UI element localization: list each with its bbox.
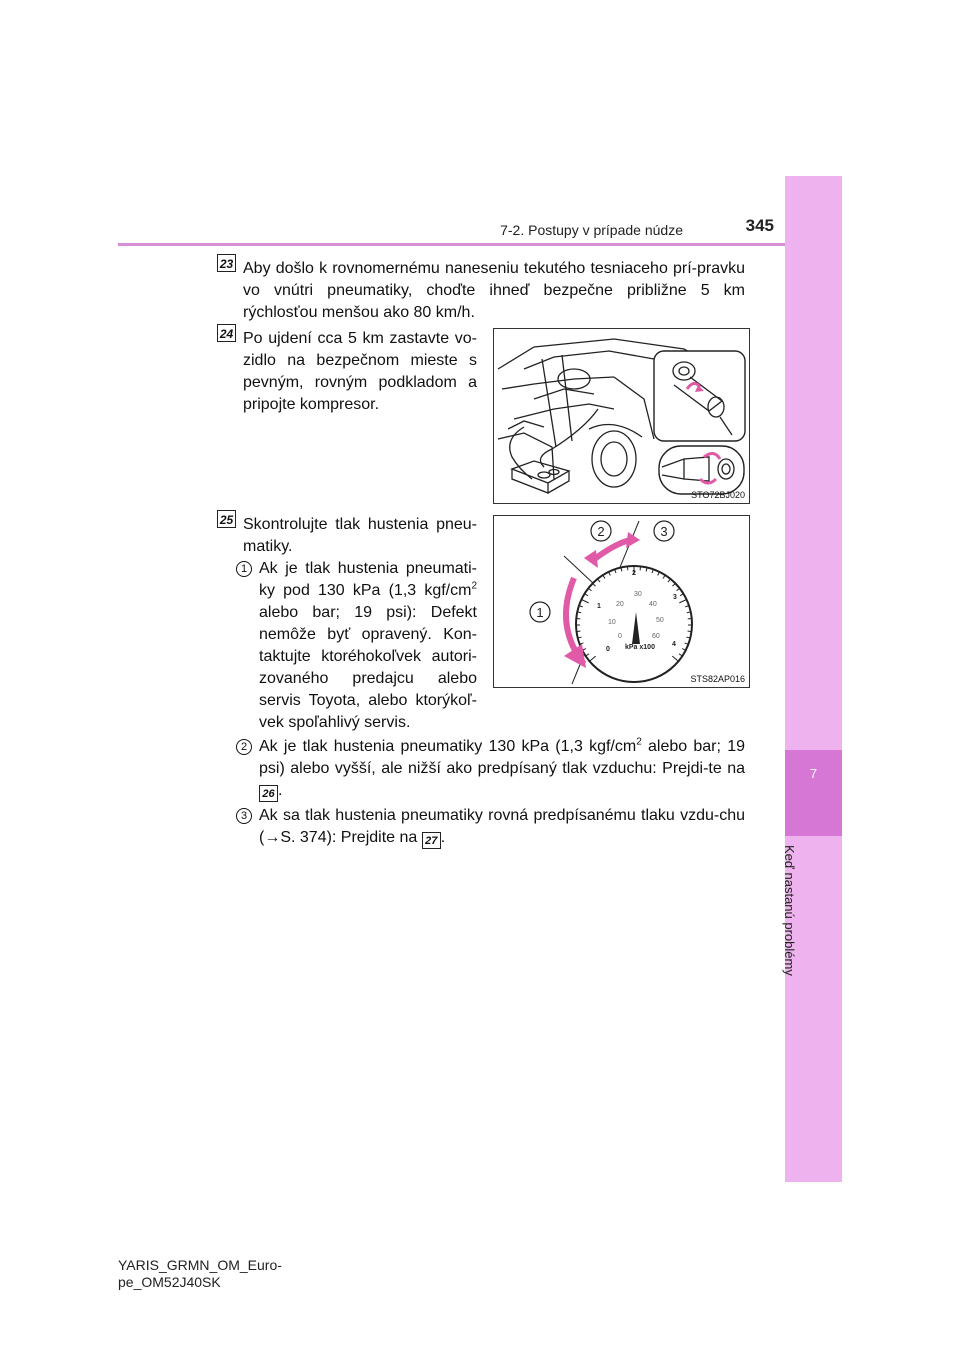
sub-item-marker-1: 1 [236, 561, 252, 577]
gauge-inner-10: 10 [608, 619, 616, 626]
gauge-inner-60: 60 [652, 633, 660, 640]
step-badge-23: 23 [217, 254, 236, 272]
step-ref-27[interactable]: 27 [422, 832, 441, 849]
footer-line-1: YARIS_GRMN_OM_Euro- [118, 1257, 282, 1273]
gauge-tick [688, 631, 692, 632]
gauge-inner-30: 30 [634, 591, 642, 598]
callout-3: 3 [660, 524, 668, 539]
step-badge-24: 24 [217, 324, 236, 342]
gauge-outer-2: 2 [632, 570, 636, 577]
chapter-title: Keď nastanú problémy [782, 845, 797, 976]
step-ref-26[interactable]: 26 [259, 785, 278, 802]
chapter-number: 7 [809, 766, 818, 781]
chapter-tab[interactable] [785, 750, 842, 836]
gauge-outer-0: 0 [606, 646, 610, 653]
gauge-outer-3: 3 [673, 594, 677, 601]
figure-code: STO72BJ020 [691, 490, 745, 500]
section-title: 7-2. Postupy v prípade núdze [500, 222, 683, 238]
compressor-figure [493, 328, 750, 504]
gauge-inner-0: 0 [618, 633, 622, 640]
step-23-text: Aby došlo k rovnomernému naneseniu tekutého tesniaceho prí-pravku vo vnútri pneumatiky, choďte ihneď bezpečne približne 5 km rýchlosťou menšou ako 80 km/h. [243, 260, 745, 321]
sub-item-marker-3: 3 [236, 808, 252, 824]
callout-1: 1 [536, 605, 544, 620]
step-badge-25: 25 [217, 510, 236, 528]
step-24-text: Po ujdení cca 5 km zastavte vo-zidlo na bezpečnom mieste s pevným, rovným podkladom a pripojte kompresor. [243, 330, 477, 413]
gauge-unit: kPa x100 [625, 644, 655, 651]
compressor-illustration [494, 329, 750, 504]
gauge-tick [576, 631, 580, 632]
chapter-sidebar [785, 176, 842, 1182]
gauge-inner-20: 20 [616, 601, 624, 608]
sub-item-3-text: Ak sa tlak hustenia pneumatiky rovná predpísanému tlaku vzdu-chu (→S. 374): Prejdite na 27 . [259, 807, 745, 847]
sub-item-marker-2: 2 [236, 739, 252, 755]
page-number: 345 [745, 216, 774, 235]
header-divider [118, 243, 785, 246]
figure-code: STS82AP016 [690, 674, 745, 684]
footer-doc-id [118, 1257, 282, 1291]
step-25-text: Skontrolujte tlak hustenia pneu-matiky. [243, 516, 477, 555]
footer-line-2: pe_OM52J40SK [118, 1274, 221, 1290]
gauge-inner-40: 40 [649, 601, 657, 608]
gauge-inner-50: 50 [656, 617, 664, 624]
sub-item-1-text: Ak je tlak hustenia pneumati-ky pod 130 kPa (1,3 kgf/$cm^2$ alebo bar; 19 psi): Defekt nemôže byť opravený. Kon-taktujte ktoréhokoľvek autori-zovaného predajcu alebo servis Toyota, alebo ktorýkoľ-vek spoľahlivý servis. [259, 560, 477, 731]
gauge-outer-1: 1 [597, 603, 601, 610]
sub-item-2-text: Ak je tlak hustenia pneumatiky 130 kPa (1,3 kgf/$cm^2$ alebo bar; 19 psi) alebo vyšší, ale nižší ako predpísaný tlak vzduchu: Prejdi-te na 26 . [259, 736, 745, 800]
pressure-gauge-figure [493, 515, 750, 688]
callout-2: 2 [597, 524, 605, 539]
chapter-title-vertical [783, 845, 803, 985]
gauge-outer-4: 4 [672, 641, 676, 648]
pressure-gauge-illustration [494, 516, 750, 688]
right-arrow-icon: → [264, 829, 281, 846]
